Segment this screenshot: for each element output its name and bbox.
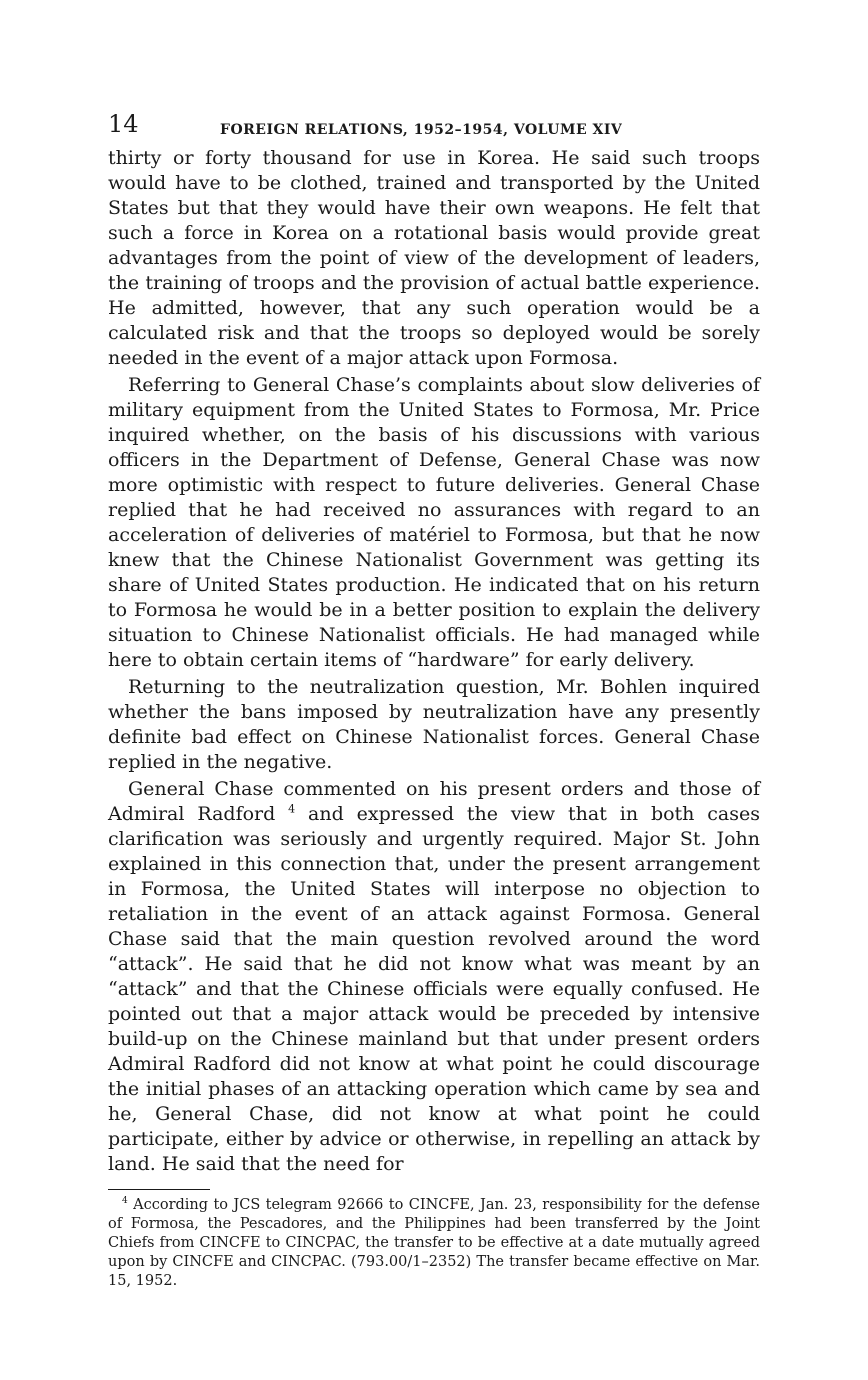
paragraph-text: General Chase commented on his present orders and those of Admiral Radford: [108, 778, 760, 825]
paragraph: Referring to General Chase’s complaints about slow deliveries of military equipment from the United States to Formosa, Mr. Price inquired whether, on the basis of his discussions with various officers in the Department of Defense, General Chase was now more optimistic with respect to future deliveries. General Chase replied that he had received no assurances with regard to an acceleration of deliveries of matériel to Formosa, but that he now knew that the Chinese Nationalist Government was getting its share of United States production. He indicated that on his return to Formosa he would be in a better position to explain the delivery situation to Chinese Nationalist officials. He had managed while here to obtain certain items of “hardware” for early delivery.: [108, 374, 760, 671]
body-text: [108, 146, 760, 1177]
footnote-paragraph: [108, 1196, 760, 1291]
footnote-text: According to JCS telegram 92666 to CINCFE, Jan. 23, responsibility for the defense of Formosa, the Pescadores, and the Philippines had been transferred by the Joint Chiefs from CINCFE to CINCPAC, the transfer to be effective at a date mutually agreed upon by CINCFE and CINCPAC. (793.00/1–2352) The transfer became effective on Mar. 15, 1952.: [108, 1197, 761, 1289]
footnote-marker: 4: [122, 1196, 128, 1207]
footnote: [108, 1196, 760, 1291]
footnote-reference[interactable]: 4: [288, 802, 296, 816]
paragraph: Returning to the neutralization question, Mr. Bohlen inquired whether the bans imposed by neutralization have any presently definite bad effect on Chinese Nationalist forces. General Chase replied in the negative.: [108, 676, 760, 773]
footnote-divider: [108, 1189, 210, 1190]
paragraph-continued: thirty or forty thousand for use in Korea. He said such troops would have to be clothed, trained and transported by the United States but that they would have their own weapons. He felt that such a force in Korea on a rotational basis would provide great advantages from the point of view of the development of leaders, the training of troops and the provision of actual battle experience. He admitted, however, that any such operation would be a calculated risk and that the troops so deployed would be sorely needed in the event of a major attack upon Formosa.: [108, 147, 760, 369]
paragraph-text: and expressed the view that in both cases clarification was seriously and urgently required. Major St. John explained in this connection that, under the present arrangement in Formosa, the United States will interpose no objection to retaliation in the event of an attack against Formosa. General Chase said that the main question revolved around the word “attack”. He said that he did not know what was meant by an “attack” and that the Chinese officials were equally confused. He pointed out that a major attack would be preceded by intensive build-up on the Chinese mainland but that under present orders Admiral Radford did not know at what point he could discourage the initial phases of an attacking operation which came by sea and he, General Chase, did not know at what point he could participate, either by advice or otherwise, in repelling an attack by land. He said that the need for: [108, 803, 761, 1175]
running-head: FOREIGN RELATIONS, 1952–1954, VOLUME XIV: [220, 122, 623, 138]
document-page: [108, 110, 760, 1291]
paragraph: [108, 777, 760, 1177]
page-number: 14: [108, 110, 139, 138]
page-header: [108, 110, 760, 146]
